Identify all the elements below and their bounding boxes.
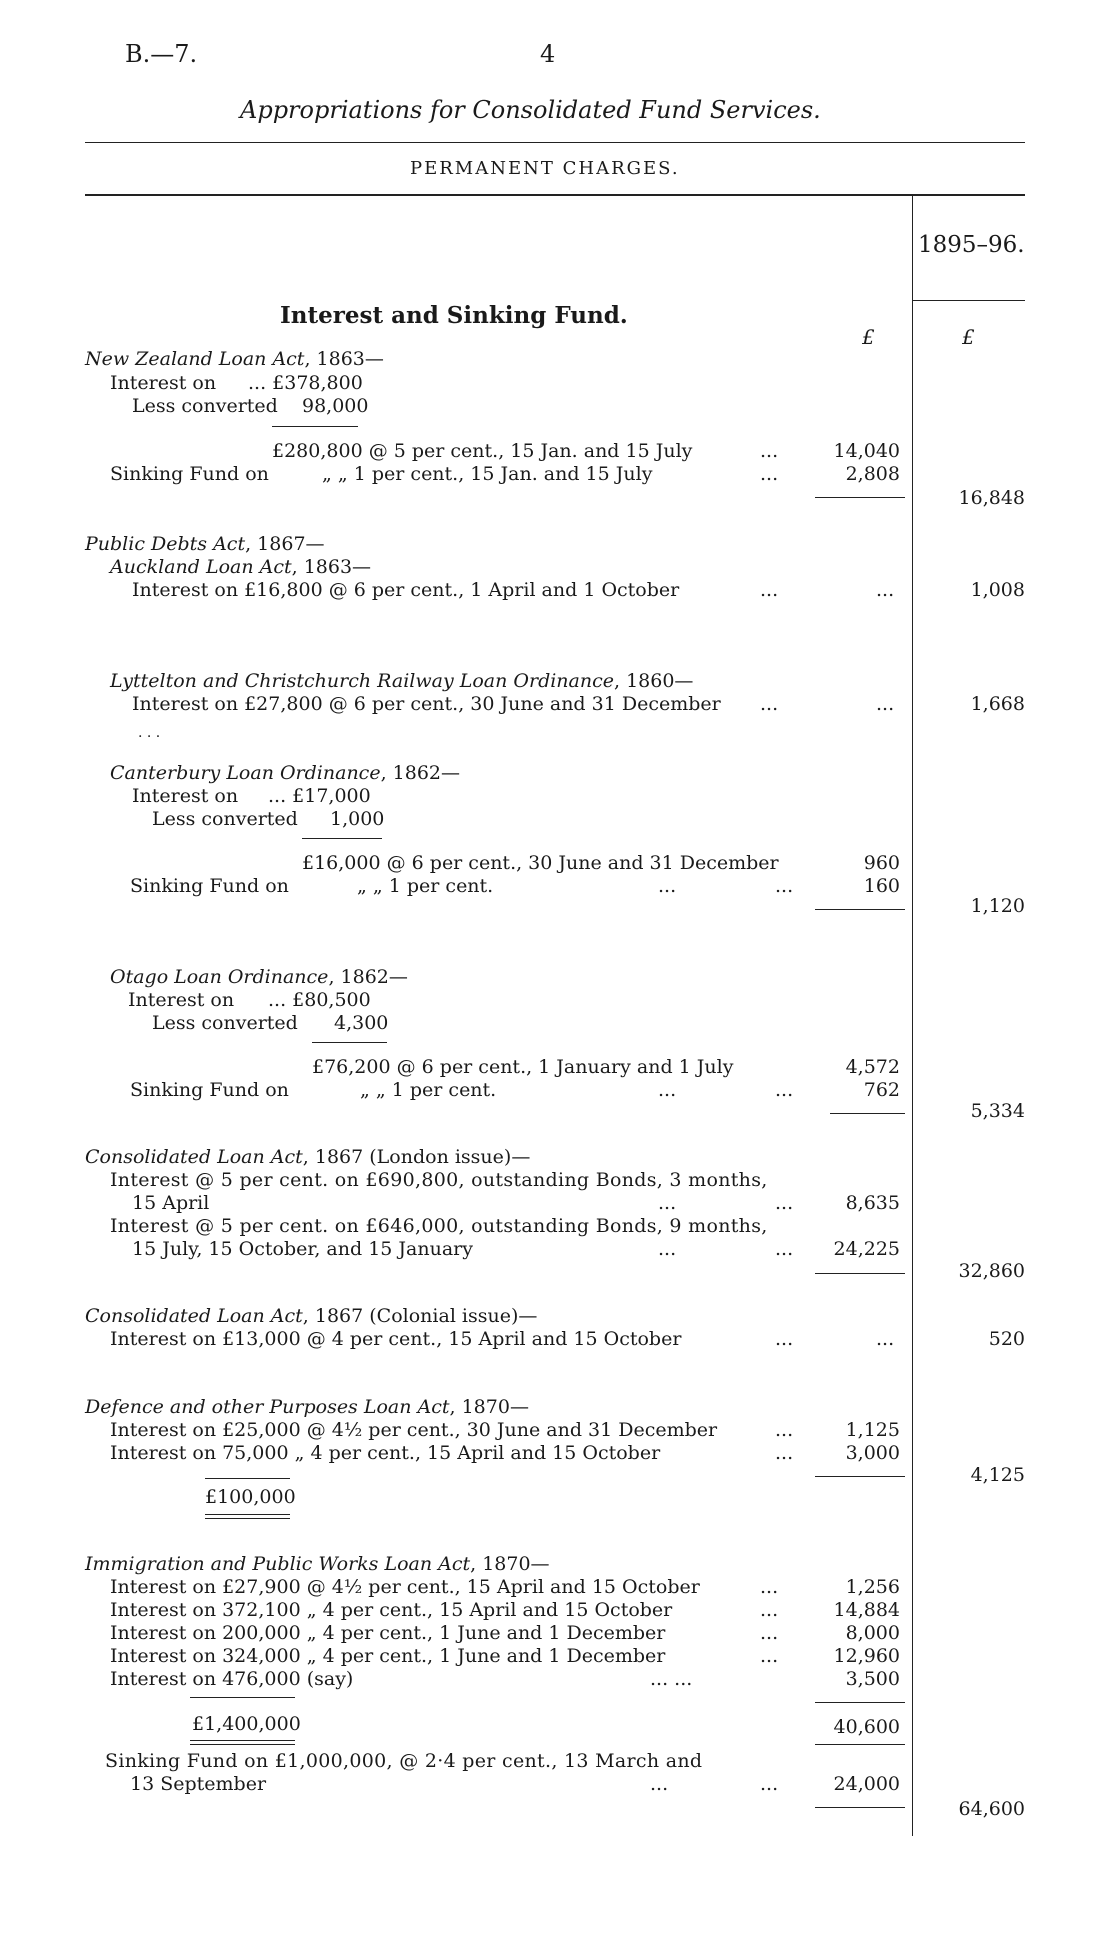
- principal-sum: £1,400,000: [192, 1713, 301, 1735]
- act-heading: [110, 966, 408, 989]
- act-year: , 1862—: [328, 966, 408, 988]
- sinking-fund-label: Sinking Fund on: [130, 1079, 289, 1101]
- act-year: , 1863—: [304, 348, 384, 370]
- item-amount: 960: [863, 852, 900, 874]
- interest-amount: ... £17,000: [268, 785, 371, 807]
- section-total: 1,120: [970, 895, 1025, 917]
- act-heading: [85, 1146, 530, 1169]
- leader-dots: ...: [760, 579, 779, 601]
- sinking-fund-line: „ „ 1 per cent.: [360, 1079, 497, 1101]
- subtraction-rule: [272, 426, 358, 427]
- act-heading: [85, 1396, 529, 1419]
- act-year: , 1870—: [470, 1553, 550, 1575]
- page-title: Appropriations for Consolidated Fund Services.: [240, 96, 821, 124]
- item-amount: 3,000: [845, 1442, 900, 1464]
- page-number: 4: [540, 40, 556, 68]
- sum-rule: [815, 1273, 905, 1274]
- principal-double-rule: [205, 1514, 290, 1515]
- subtotal-amount: 40,600: [833, 1716, 900, 1738]
- column-divider: [912, 196, 913, 1836]
- interest-line: £280,800 @ 5 per cent., 15 Jan. and 15 July: [272, 440, 693, 462]
- item-amount: 24,000: [833, 1773, 900, 1795]
- item-amount: 1,125: [845, 1419, 900, 1441]
- sum-rule: [830, 1113, 905, 1114]
- interest-line: Interest on £27,900 @ 4½ per cent., 15 April and 15 October: [110, 1576, 700, 1598]
- section-total: 1,008: [970, 579, 1025, 601]
- act-year: , 1867 (Colonial issue)—: [302, 1305, 538, 1327]
- interest-label: Interest on: [110, 372, 217, 394]
- interest-line: Interest on 324,000 „ 4 per cent., 1 June and 1 December: [110, 1645, 666, 1667]
- leader-dots: ...: [658, 1238, 677, 1260]
- sub-act-heading: [110, 556, 371, 579]
- interest-line: Interest @ 5 per cent. on £646,000, outstanding Bonds, 9 months,: [110, 1215, 768, 1237]
- section-total: 16,848: [958, 487, 1025, 509]
- page-ref: B.—7.: [125, 40, 198, 68]
- item-amount: 2,808: [845, 463, 900, 485]
- subtraction-rule: [312, 1042, 387, 1043]
- less-converted-amount: 1,000: [330, 808, 385, 830]
- interest-label: Interest on: [128, 989, 235, 1011]
- principal-rule: [205, 1478, 290, 1479]
- leader-dots: ... ...: [650, 1668, 693, 1690]
- item-amount: 24,225: [833, 1238, 900, 1260]
- act-year: , 1862—: [380, 762, 461, 784]
- interest-amount: ... £80,500: [268, 989, 371, 1011]
- act-heading: [85, 1305, 537, 1328]
- item-amount: 8,000: [845, 1622, 900, 1644]
- sinking-fund-line: Sinking Fund on £1,000,000, @ 2·4 per cent., 13 March and: [105, 1750, 703, 1772]
- item-amount: 160: [863, 875, 900, 897]
- interest-amount: ... £378,800: [248, 372, 363, 394]
- act-name: Otago Loan Ordinance: [110, 966, 329, 988]
- less-converted-amount: 4,300: [334, 1012, 389, 1034]
- interest-line: Interest on 476,000 (say): [110, 1668, 354, 1690]
- interest-line-continued: 15 July, 15 October, and 15 January: [132, 1238, 473, 1260]
- leader-dots: ...: [650, 1773, 669, 1795]
- principal-sum: £100,000: [205, 1486, 296, 1508]
- item-amount: 1,256: [845, 1576, 900, 1598]
- sum-rule: [815, 1702, 905, 1703]
- sum-rule: [815, 909, 905, 910]
- leader-dots: ...: [876, 579, 895, 601]
- leader-dots: ...: [775, 1442, 794, 1464]
- act-year: , 1860—: [614, 670, 694, 692]
- act-year: , 1867 (London issue)—: [302, 1146, 531, 1168]
- interest-line: Interest on £27,800 @ 6 per cent., 30 June and 31 December: [132, 693, 721, 715]
- interest-line: Interest on £13,000 @ 4 per cent., 15 April and 15 October: [110, 1328, 682, 1350]
- interest-line: Interest on 200,000 „ 4 per cent., 1 June and 1 December: [110, 1622, 666, 1644]
- section-total: 520: [988, 1328, 1025, 1350]
- less-converted-amount: 98,000: [302, 395, 369, 417]
- leader-dots: ...: [876, 1328, 895, 1350]
- year-heading: 1895–96.: [918, 232, 1025, 258]
- act-name: Lyttelton and Christchurch Railway Loan Ordinance: [110, 670, 614, 692]
- leader-dots: ...: [760, 463, 779, 485]
- act-heading: [110, 762, 460, 785]
- section-total: 1,668: [970, 693, 1025, 715]
- subtraction-rule: [302, 838, 382, 839]
- sinking-fund-label: Sinking Fund on: [130, 875, 289, 897]
- sub-act-year: , 1863—: [291, 556, 372, 578]
- section-heading: Interest and Sinking Fund.: [280, 302, 628, 329]
- subtitle-rule: [85, 194, 1025, 196]
- act-year: , 1867—: [245, 533, 325, 555]
- act-heading: [85, 348, 384, 371]
- act-name: Canterbury Loan Ordinance: [110, 762, 381, 784]
- act-year: , 1870—: [449, 1396, 529, 1418]
- act-name: Immigration and Public Works Loan Act: [85, 1553, 471, 1575]
- item-amount: 8,635: [845, 1192, 900, 1214]
- item-amount: 4,572: [845, 1056, 900, 1078]
- principal-double-rule: [205, 1518, 290, 1519]
- interest-line: £16,000 @ 6 per cent., 30 June and 31 December: [302, 852, 779, 874]
- leader-dots: ...: [775, 1192, 794, 1214]
- pound-symbol-col2: £: [962, 325, 975, 349]
- interest-line: Interest on 75,000 „ 4 per cent., 15 April and 15 October: [110, 1442, 661, 1464]
- act-heading: [85, 533, 325, 556]
- act-name: Consolidated Loan Act: [85, 1305, 303, 1327]
- act-name: Consolidated Loan Act: [85, 1146, 303, 1168]
- title-rule: [85, 142, 1025, 143]
- interest-line: Interest on 372,100 „ 4 per cent., 15 April and 15 October: [110, 1599, 673, 1621]
- section-total: 32,860: [958, 1260, 1025, 1282]
- principal-double-rule: [190, 1744, 295, 1745]
- leader-dots: ...: [760, 1622, 779, 1644]
- sum-rule: [815, 1807, 905, 1808]
- section-subtitle: PERMANENT CHARGES.: [410, 158, 680, 179]
- act-heading: [85, 1553, 550, 1576]
- interest-line: Interest on £16,800 @ 6 per cent., 1 April and 1 October: [132, 579, 680, 601]
- leader-dots: ...: [775, 1079, 794, 1101]
- item-amount: 762: [863, 1079, 900, 1101]
- act-name: New Zealand Loan Act: [85, 348, 305, 370]
- item-amount: 14,884: [833, 1599, 900, 1621]
- section-total: 5,334: [970, 1100, 1025, 1122]
- leader-dots: ...: [775, 1419, 794, 1441]
- interest-line: £76,200 @ 6 per cent., 1 January and 1 July: [312, 1056, 734, 1078]
- item-amount: 12,960: [833, 1645, 900, 1667]
- stray-dots: . . .: [138, 725, 161, 741]
- less-converted-label: Less converted: [132, 395, 278, 417]
- section-total: 64,600: [958, 1798, 1025, 1820]
- leader-dots: ...: [760, 693, 779, 715]
- pound-symbol-col1: £: [862, 325, 875, 349]
- leader-dots: ...: [775, 1238, 794, 1260]
- leader-dots: ...: [658, 875, 677, 897]
- sinking-fund-line: „ „ 1 per cent., 15 Jan. and 15 July: [322, 463, 653, 485]
- less-converted-label: Less converted: [152, 808, 298, 830]
- sinking-fund-line-continued: 13 September: [130, 1773, 267, 1795]
- leader-dots: ...: [876, 693, 895, 715]
- interest-label: Interest on: [132, 785, 239, 807]
- leader-dots: ...: [775, 875, 794, 897]
- leader-dots: ...: [658, 1192, 677, 1214]
- interest-line: Interest @ 5 per cent. on £690,800, outstanding Bonds, 3 months,: [110, 1169, 768, 1191]
- leader-dots: ...: [775, 1328, 794, 1350]
- principal-rule: [190, 1697, 295, 1698]
- sinking-fund-label: Sinking Fund on: [110, 463, 269, 485]
- act-name: Defence and other Purposes Loan Act: [85, 1396, 450, 1418]
- item-amount: 3,500: [845, 1668, 900, 1690]
- leader-dots: ...: [760, 440, 779, 462]
- sum-rule: [815, 1744, 905, 1745]
- item-amount: 14,040: [833, 440, 900, 462]
- sum-rule: [815, 1476, 905, 1477]
- interest-line: Interest on £25,000 @ 4½ per cent., 30 June and 31 December: [110, 1419, 718, 1441]
- sub-act-name: Auckland Loan Act: [110, 556, 292, 578]
- leader-dots: ...: [760, 1773, 779, 1795]
- act-heading: [110, 670, 693, 693]
- act-name: Public Debts Act: [85, 533, 246, 555]
- less-converted-label: Less converted: [152, 1012, 298, 1034]
- leader-dots: ...: [760, 1599, 779, 1621]
- leader-dots: ...: [760, 1576, 779, 1598]
- year-rule: [912, 300, 1025, 301]
- interest-line-continued: 15 April: [132, 1192, 210, 1214]
- sum-rule: [815, 497, 905, 498]
- principal-double-rule: [190, 1740, 295, 1741]
- leader-dots: ...: [760, 1645, 779, 1667]
- leader-dots: ...: [658, 1079, 677, 1101]
- section-total: 4,125: [970, 1464, 1025, 1486]
- sinking-fund-line: „ „ 1 per cent.: [357, 875, 494, 897]
